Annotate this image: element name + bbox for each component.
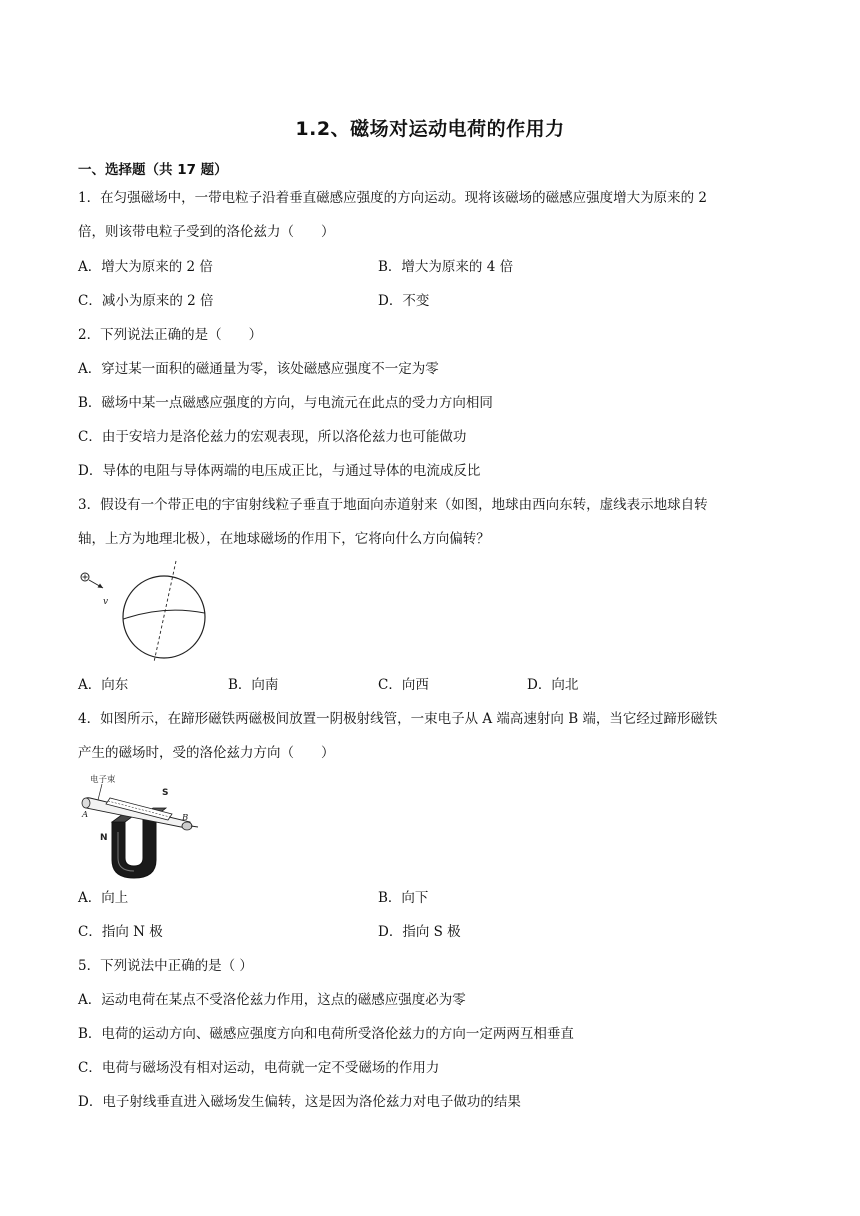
q2-option-d: D．导体的电阻与导体两端的电压成正比，与通过导体的电流成反比	[78, 463, 481, 479]
q1-option-c: C．减小为原来的 2 倍	[78, 293, 214, 309]
q4-option-a: A．向上	[78, 890, 129, 906]
q3-option-b: B．向南	[228, 677, 279, 693]
q3-stem-line2: 轴，上方为地理北极），在地球磁场的作用下，它将向什么方向偏转？	[78, 531, 490, 547]
q4-stem-line2: 产生的磁场时，受的洛伦兹力方向（ ）	[78, 745, 335, 761]
q4-option-b: B．向下	[378, 890, 429, 906]
q2-option-c: C．由于安培力是洛伦兹力的宏观表现，所以洛伦兹力也可能做功	[78, 429, 467, 445]
horseshoe-magnet-icon	[112, 816, 156, 878]
q2-stem: 2．下列说法正确的是（ ）	[78, 327, 263, 343]
q3-stem-line1: 3．假设有一个带正电的宇宙射线粒子垂直于地面向赤道射来（如图，地球由西向东转，虚线表示地球自转	[78, 497, 708, 513]
q1-stem-line2: 倍，则该带电粒子受到的洛伦兹力（ ）	[78, 224, 335, 240]
earth-figure	[76, 558, 216, 668]
electron-beam-label: 电子束	[90, 775, 116, 785]
q5-option-d: D．电子射线垂直进入磁场发生偏转，这是因为洛伦兹力对电子做功的结果	[78, 1094, 521, 1110]
q4-option-d: D．指向 S 极	[378, 924, 461, 940]
q1-option-b: B．增大为原来的 4 倍	[378, 259, 514, 275]
end-a-label: A	[82, 810, 89, 820]
q1-stem-line1: 1．在匀强磁场中，一带电粒子沿着垂直磁感应强度的方向运动。现将该磁场的磁感应强度增大为原来的 2	[78, 190, 707, 206]
q2-option-a: A．穿过某一面积的磁通量为零，该处磁感应强度不一定为零	[78, 361, 439, 377]
page-title: 1.2、磁场对运动电荷的作用力	[295, 118, 565, 140]
q5-stem: 5．下列说法中正确的是（ ）	[78, 958, 253, 974]
q1-option-a: A．增大为原来的 2 倍	[78, 259, 213, 275]
cathode-ray-tube-icon	[82, 798, 190, 828]
q5-option-c: C．电荷与磁场没有相对运动，电荷就一定不受磁场的作用力	[78, 1060, 440, 1076]
velocity-label: v	[103, 597, 109, 607]
q3-option-a: A．向东	[78, 677, 129, 693]
q3-option-c: C．向西	[378, 677, 429, 693]
q2-option-b: B．磁场中某一点磁感应强度的方向，与电流元在此点的受力方向相同	[78, 395, 493, 411]
n-pole-label: N	[100, 833, 108, 843]
q5-option-b: B．电荷的运动方向、磁感应强度方向和电荷所受洛伦兹力的方向一定两两互相垂直	[78, 1026, 574, 1042]
end-b-label: B	[182, 813, 189, 823]
q1-option-d: D．不变	[378, 293, 430, 309]
magnet-tube-figure	[78, 770, 202, 880]
q4-option-c: C．指向 N 极	[78, 924, 163, 940]
s-pole-label: S	[162, 788, 169, 798]
section-heading: 一、选择题（共 17 题）	[78, 162, 228, 178]
q5-option-a: A．运动电荷在某点不受洛伦兹力作用，这点的磁感应强度必为零	[78, 992, 466, 1008]
q4-stem-line1: 4．如图所示，在蹄形磁铁两磁极间放置一阴极射线管，一束电子从 A 端高速射向 B 端，当它经过蹄形磁铁	[78, 711, 718, 727]
q3-option-d: D．向北	[527, 677, 579, 693]
